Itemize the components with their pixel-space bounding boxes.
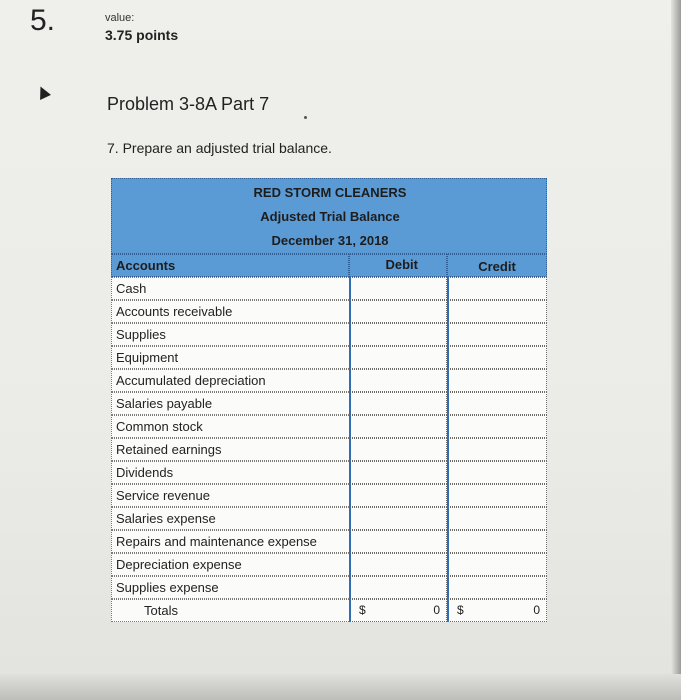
debit-input[interactable]	[349, 277, 447, 300]
debit-input[interactable]	[349, 323, 447, 346]
table-row	[111, 323, 547, 346]
debit-input[interactable]	[349, 530, 447, 553]
account-name: Common stock	[111, 415, 349, 438]
account-name: Supplies expense	[111, 576, 349, 599]
table-header	[111, 178, 547, 254]
table-row	[111, 461, 547, 484]
debit-total-value: 0	[433, 603, 440, 617]
report-date: December 31, 2018	[271, 233, 389, 248]
table-row	[111, 277, 547, 300]
debit-input[interactable]	[349, 415, 447, 438]
column-header-credit: Credit	[447, 254, 547, 277]
credit-input[interactable]	[447, 277, 547, 300]
credit-total-cell	[447, 599, 547, 622]
table-row	[111, 300, 547, 323]
instruction-text: 7. Prepare an adjusted trial balance.	[107, 140, 332, 156]
table-row	[111, 507, 547, 530]
table-row	[111, 415, 547, 438]
credit-input[interactable]	[447, 507, 547, 530]
table-row	[111, 576, 547, 599]
stray-dot	[304, 116, 307, 119]
account-name: Dividends	[111, 461, 349, 484]
report-name: Adjusted Trial Balance	[260, 209, 400, 224]
credit-total-value: 0	[533, 603, 540, 617]
credit-input[interactable]	[447, 346, 547, 369]
column-header-debit: Debit	[349, 254, 447, 277]
totals-row	[111, 599, 547, 622]
credit-input[interactable]	[447, 438, 547, 461]
account-name: Accounts receivable	[111, 300, 349, 323]
account-name: Repairs and maintenance expense	[111, 530, 349, 553]
credit-input[interactable]	[447, 530, 547, 553]
table-row	[111, 530, 547, 553]
credit-input[interactable]	[447, 576, 547, 599]
table-row	[111, 369, 547, 392]
debit-input[interactable]	[349, 576, 447, 599]
table-row	[111, 392, 547, 415]
table-row	[111, 346, 547, 369]
credit-input[interactable]	[447, 553, 547, 576]
credit-input[interactable]	[447, 392, 547, 415]
debit-input[interactable]	[349, 346, 447, 369]
account-name: Service revenue	[111, 484, 349, 507]
problem-title: Problem 3-8A Part 7	[107, 94, 270, 114]
credit-input[interactable]	[447, 461, 547, 484]
screen-bottom	[0, 674, 681, 700]
debit-input[interactable]	[349, 484, 447, 507]
debit-total-cell	[349, 599, 447, 622]
debit-input[interactable]	[349, 300, 447, 323]
table-row	[111, 553, 547, 576]
debit-input[interactable]	[349, 553, 447, 576]
credit-input[interactable]	[447, 323, 547, 346]
account-name: Supplies	[111, 323, 349, 346]
account-name: Retained earnings	[111, 438, 349, 461]
totals-label: Totals	[111, 599, 349, 622]
question-number: 5.	[30, 4, 56, 37]
points-value: 3.75 points	[105, 27, 179, 43]
credit-input[interactable]	[447, 300, 547, 323]
debit-input[interactable]	[349, 507, 447, 530]
table-row	[111, 484, 547, 507]
account-name: Depreciation expense	[111, 553, 349, 576]
table-row	[111, 438, 547, 461]
credit-input[interactable]	[447, 415, 547, 438]
debit-input[interactable]	[349, 461, 447, 484]
debit-input[interactable]	[349, 369, 447, 392]
credit-input[interactable]	[447, 484, 547, 507]
credit-dollar-sign: $	[457, 603, 464, 617]
company-name: RED STORM CLEANERS	[253, 185, 407, 200]
account-name: Salaries expense	[111, 507, 349, 530]
debit-dollar-sign: $	[359, 603, 366, 617]
account-name: Salaries payable	[111, 392, 349, 415]
account-name: Accumulated depreciation	[111, 369, 349, 392]
screen-edge	[671, 0, 681, 700]
account-name: Cash	[111, 277, 349, 300]
credit-input[interactable]	[447, 369, 547, 392]
value-label: value:	[105, 12, 135, 24]
column-header-accounts: Accounts	[111, 254, 349, 277]
debit-input[interactable]	[349, 392, 447, 415]
debit-input[interactable]	[349, 438, 447, 461]
trial-balance-table	[111, 178, 547, 620]
account-name: Equipment	[111, 346, 349, 369]
